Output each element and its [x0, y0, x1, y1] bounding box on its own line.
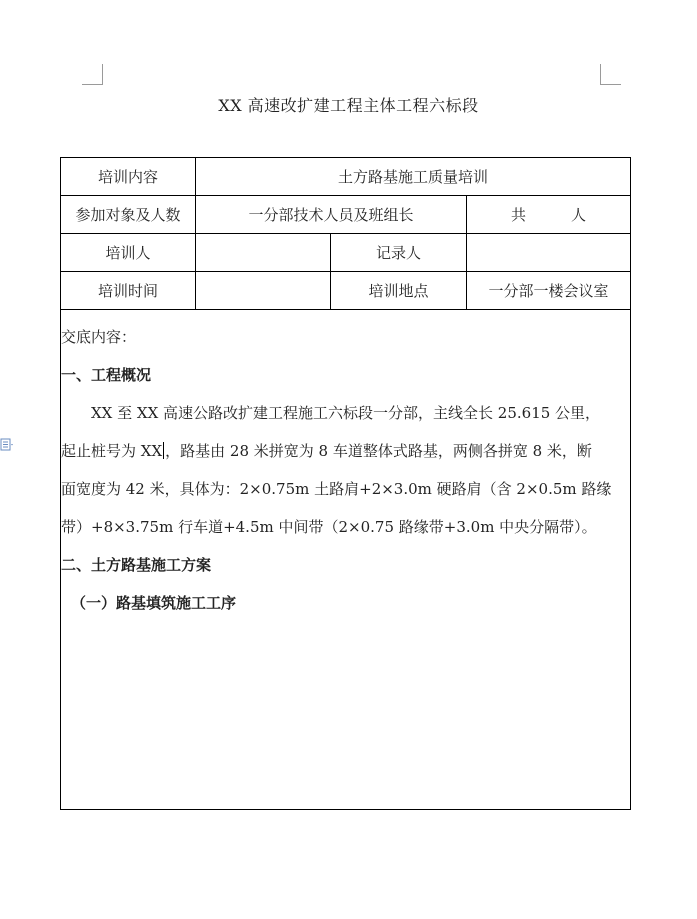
page-corner-mark-left: [82, 64, 103, 85]
document-menu-icon[interactable]: [0, 437, 14, 453]
training-time-value[interactable]: [196, 272, 331, 309]
training-location-value[interactable]: 一分部一楼会议室: [488, 282, 609, 300]
paragraph-line: [61, 440, 630, 461]
paragraph-line: 面宽度为 42 米，具体为：2×0.75m 土路肩+2×3.0m 硬路肩（含 2×0.5m 路缘: [61, 480, 612, 498]
training-time-label: 培训时间: [61, 272, 196, 309]
paragraph-fragment: ，路基由 28 米拼宽为 8 车道整体式路基，两侧各拼宽 8 米，断: [165, 442, 592, 460]
participants-count[interactable]: 共 人: [510, 206, 586, 224]
text-cursor: [163, 442, 164, 459]
form-row-trainer: [61, 234, 630, 272]
form-row-time-location: [61, 272, 630, 310]
document-title: XX 高速改扩建工程主体工程六标段: [218, 96, 479, 115]
form-row-participants: [61, 196, 630, 234]
participants-label: 参加对象及人数: [61, 196, 196, 233]
participants-value[interactable]: 一分部技术人员及班组长: [196, 196, 467, 233]
training-content-value[interactable]: 土方路基施工质量培训: [337, 168, 488, 186]
section-heading-earthwork-plan: 二、土方路基施工方案: [61, 556, 212, 574]
paragraph-line: XX 至 XX 高速公路改扩建工程施工六标段一分部，主线全长 25.615 公里，: [91, 404, 601, 422]
trainer-label: 培训人: [61, 234, 196, 271]
page-corner-mark-right: [600, 64, 621, 85]
training-content-label: 培训内容: [61, 158, 196, 195]
training-location-label: 培训地点: [331, 272, 467, 309]
subsection-heading-filling-process: （一）路基填筑施工工序: [71, 594, 237, 612]
recorder-value[interactable]: [467, 234, 630, 271]
trainer-value[interactable]: [196, 234, 331, 271]
section-heading-project-overview: 一、工程概况: [61, 366, 152, 384]
recorder-label: 记录人: [331, 234, 467, 271]
form-row-training-content: [61, 158, 630, 196]
paragraph-line: 带）+8×3.75m 行车道+4.5m 中间带（2×0.75 路缘带+3.0m 中央分隔带）。: [61, 518, 597, 536]
briefing-intro: 交底内容：: [61, 328, 137, 346]
paragraph-fragment: 起止桩号为 XX: [61, 442, 163, 460]
training-record-form: [60, 157, 631, 810]
